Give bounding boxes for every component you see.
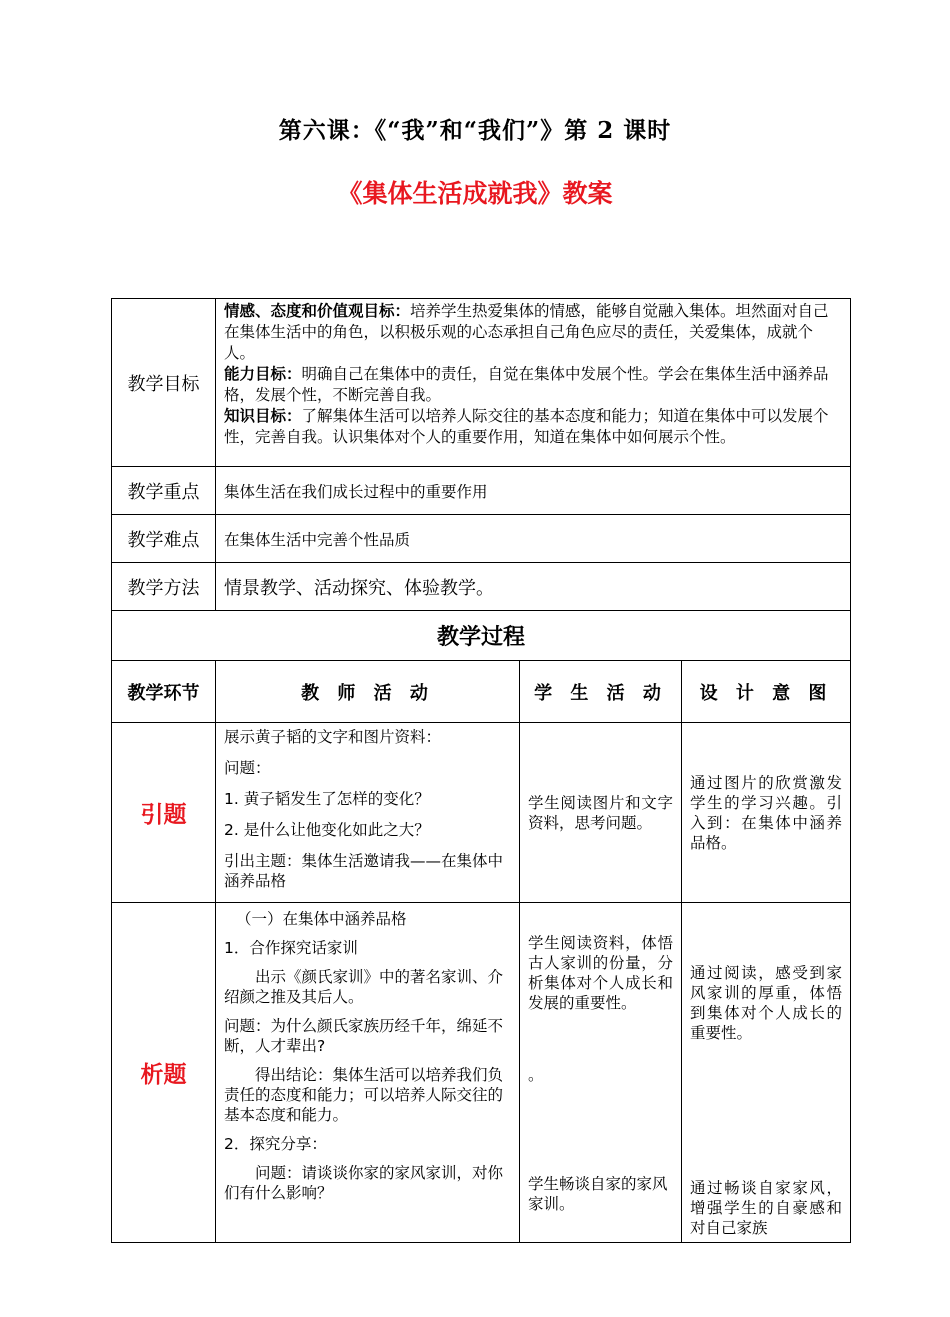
analysis-student-text-2: 学生畅谈自家的家风家训。 bbox=[528, 1175, 668, 1213]
analysis-row bbox=[112, 903, 851, 1243]
analysis-student-text: 学生阅读资料，体悟古人家训的份量，分析集体对个人成长和发展的重要性。 bbox=[528, 934, 673, 1012]
focus-label: 教学重点 bbox=[112, 467, 216, 515]
intro-teacher-line: 1. 黄子韬发生了怎样的变化？ bbox=[224, 790, 430, 808]
header-teacher: 教 师 活 动 bbox=[216, 661, 520, 723]
header-stage: 教学环节 bbox=[112, 661, 216, 723]
lesson-title: 第六课：《“我”和“我们”》第 2 课时 bbox=[278, 117, 672, 144]
focus-row bbox=[112, 467, 851, 515]
goals-row bbox=[112, 299, 851, 467]
analysis-student-activity bbox=[520, 903, 682, 1243]
analysis-teacher-line: 1．合作探究话家训 bbox=[224, 939, 358, 957]
method-text: 情景教学、活动探究、体验教学。 bbox=[216, 563, 851, 611]
analysis-design-intent bbox=[682, 903, 851, 1243]
intro-teacher-line: 引出主题：集体生活邀请我——在集体中涵养品格 bbox=[224, 852, 504, 890]
intro-row bbox=[112, 723, 851, 903]
analysis-stage: 析题 bbox=[112, 903, 216, 1243]
intro-student-activity: 学生阅读图片和文字资料，思考问题。 bbox=[520, 723, 682, 903]
analysis-teacher-line: 2．探究分享： bbox=[224, 1135, 327, 1153]
analysis-teacher-line: 出示《颜氏家训》中的著名家训、介绍颜之推及其后人。 bbox=[224, 968, 504, 1006]
header-student: 学 生 活 动 bbox=[520, 661, 682, 723]
process-title-row bbox=[112, 611, 851, 661]
difficulty-label: 教学难点 bbox=[112, 515, 216, 563]
analysis-teacher-line: 得出结论：集体生活可以培养我们负责任的态度和能力；可以培养人际交往的基本态度和能力。 bbox=[224, 1066, 504, 1124]
goal-affective bbox=[224, 301, 842, 364]
intro-stage: 引题 bbox=[112, 723, 216, 903]
difficulty-row bbox=[112, 515, 851, 563]
analysis-teacher-line: 问题：请谈谈你家的家风家训，对你们有什么影响？ bbox=[224, 1164, 504, 1202]
method-row bbox=[112, 563, 851, 611]
difficulty-text: 在集体生活中完善个性品质 bbox=[216, 515, 851, 563]
lesson-subtitle: 《集体生活成就我》教案 bbox=[337, 179, 613, 208]
analysis-design-text: 通过阅读，感受到家风家训的厚重，体悟到集体对个人成长的重要性。 bbox=[690, 964, 842, 1042]
goal-knowledge-text: 了解集体生活可以培养人际交往的基本态度和能力；知道在集体中可以发展个性，完善自我。认识集体对个人的重要作用，知道在集体中如何展示个性。 bbox=[224, 407, 829, 446]
goal-ability bbox=[224, 364, 842, 406]
header-row bbox=[112, 661, 851, 723]
intro-teacher-activity bbox=[216, 723, 520, 903]
intro-teacher-line: 2. 是什么让他变化如此之大？ bbox=[224, 821, 430, 839]
intro-teacher-line: 问题： bbox=[224, 759, 271, 777]
analysis-student-dot: 。 bbox=[528, 1066, 544, 1084]
process-title: 教学过程 bbox=[112, 611, 851, 661]
header-design: 设 计 意 图 bbox=[682, 661, 851, 723]
intro-teacher-line: 展示黄子韬的文字和图片资料： bbox=[224, 728, 442, 746]
method-label: 教学方法 bbox=[112, 563, 216, 611]
goal-affective-text: 培养学生热爱集体的情感，能够自觉融入集体。坦然面对自己在集体生活中的角色，以积极乐观的心态承担自己角色应尽的责任，关爱集体，成就个人。 bbox=[224, 302, 829, 362]
focus-text: 集体生活在我们成长过程中的重要作用 bbox=[216, 467, 851, 515]
analysis-design-text-2: 通过畅谈自家家风，增强学生的自豪感和对自己家族 bbox=[690, 1179, 842, 1237]
goals-label: 教学目标 bbox=[112, 299, 216, 467]
goal-ability-text: 明确自己在集体中的责任，自觉在集体中发展个性。学会在集体生活中涵养品格，发展个性，不断完善自我。 bbox=[224, 365, 829, 404]
analysis-teacher-activity bbox=[216, 903, 520, 1243]
goals-content bbox=[216, 299, 851, 467]
goal-affective-head: 情感、态度和价值观目标： bbox=[224, 302, 411, 320]
goal-knowledge-head: 知识目标： bbox=[224, 407, 302, 425]
analysis-teacher-line: 问题：为什么颜氏家族历经千年，绵延不断，人才辈出? bbox=[224, 1017, 504, 1055]
lesson-plan-table bbox=[111, 298, 851, 1243]
goal-knowledge bbox=[224, 406, 842, 448]
analysis-teacher-line: （一）在集体中涵养品格 bbox=[236, 910, 407, 928]
goal-ability-head: 能力目标： bbox=[224, 365, 302, 383]
intro-design-intent: 通过图片的欣赏激发学生的学习兴趣。引入到：在集体中涵养品格。 bbox=[682, 723, 851, 903]
